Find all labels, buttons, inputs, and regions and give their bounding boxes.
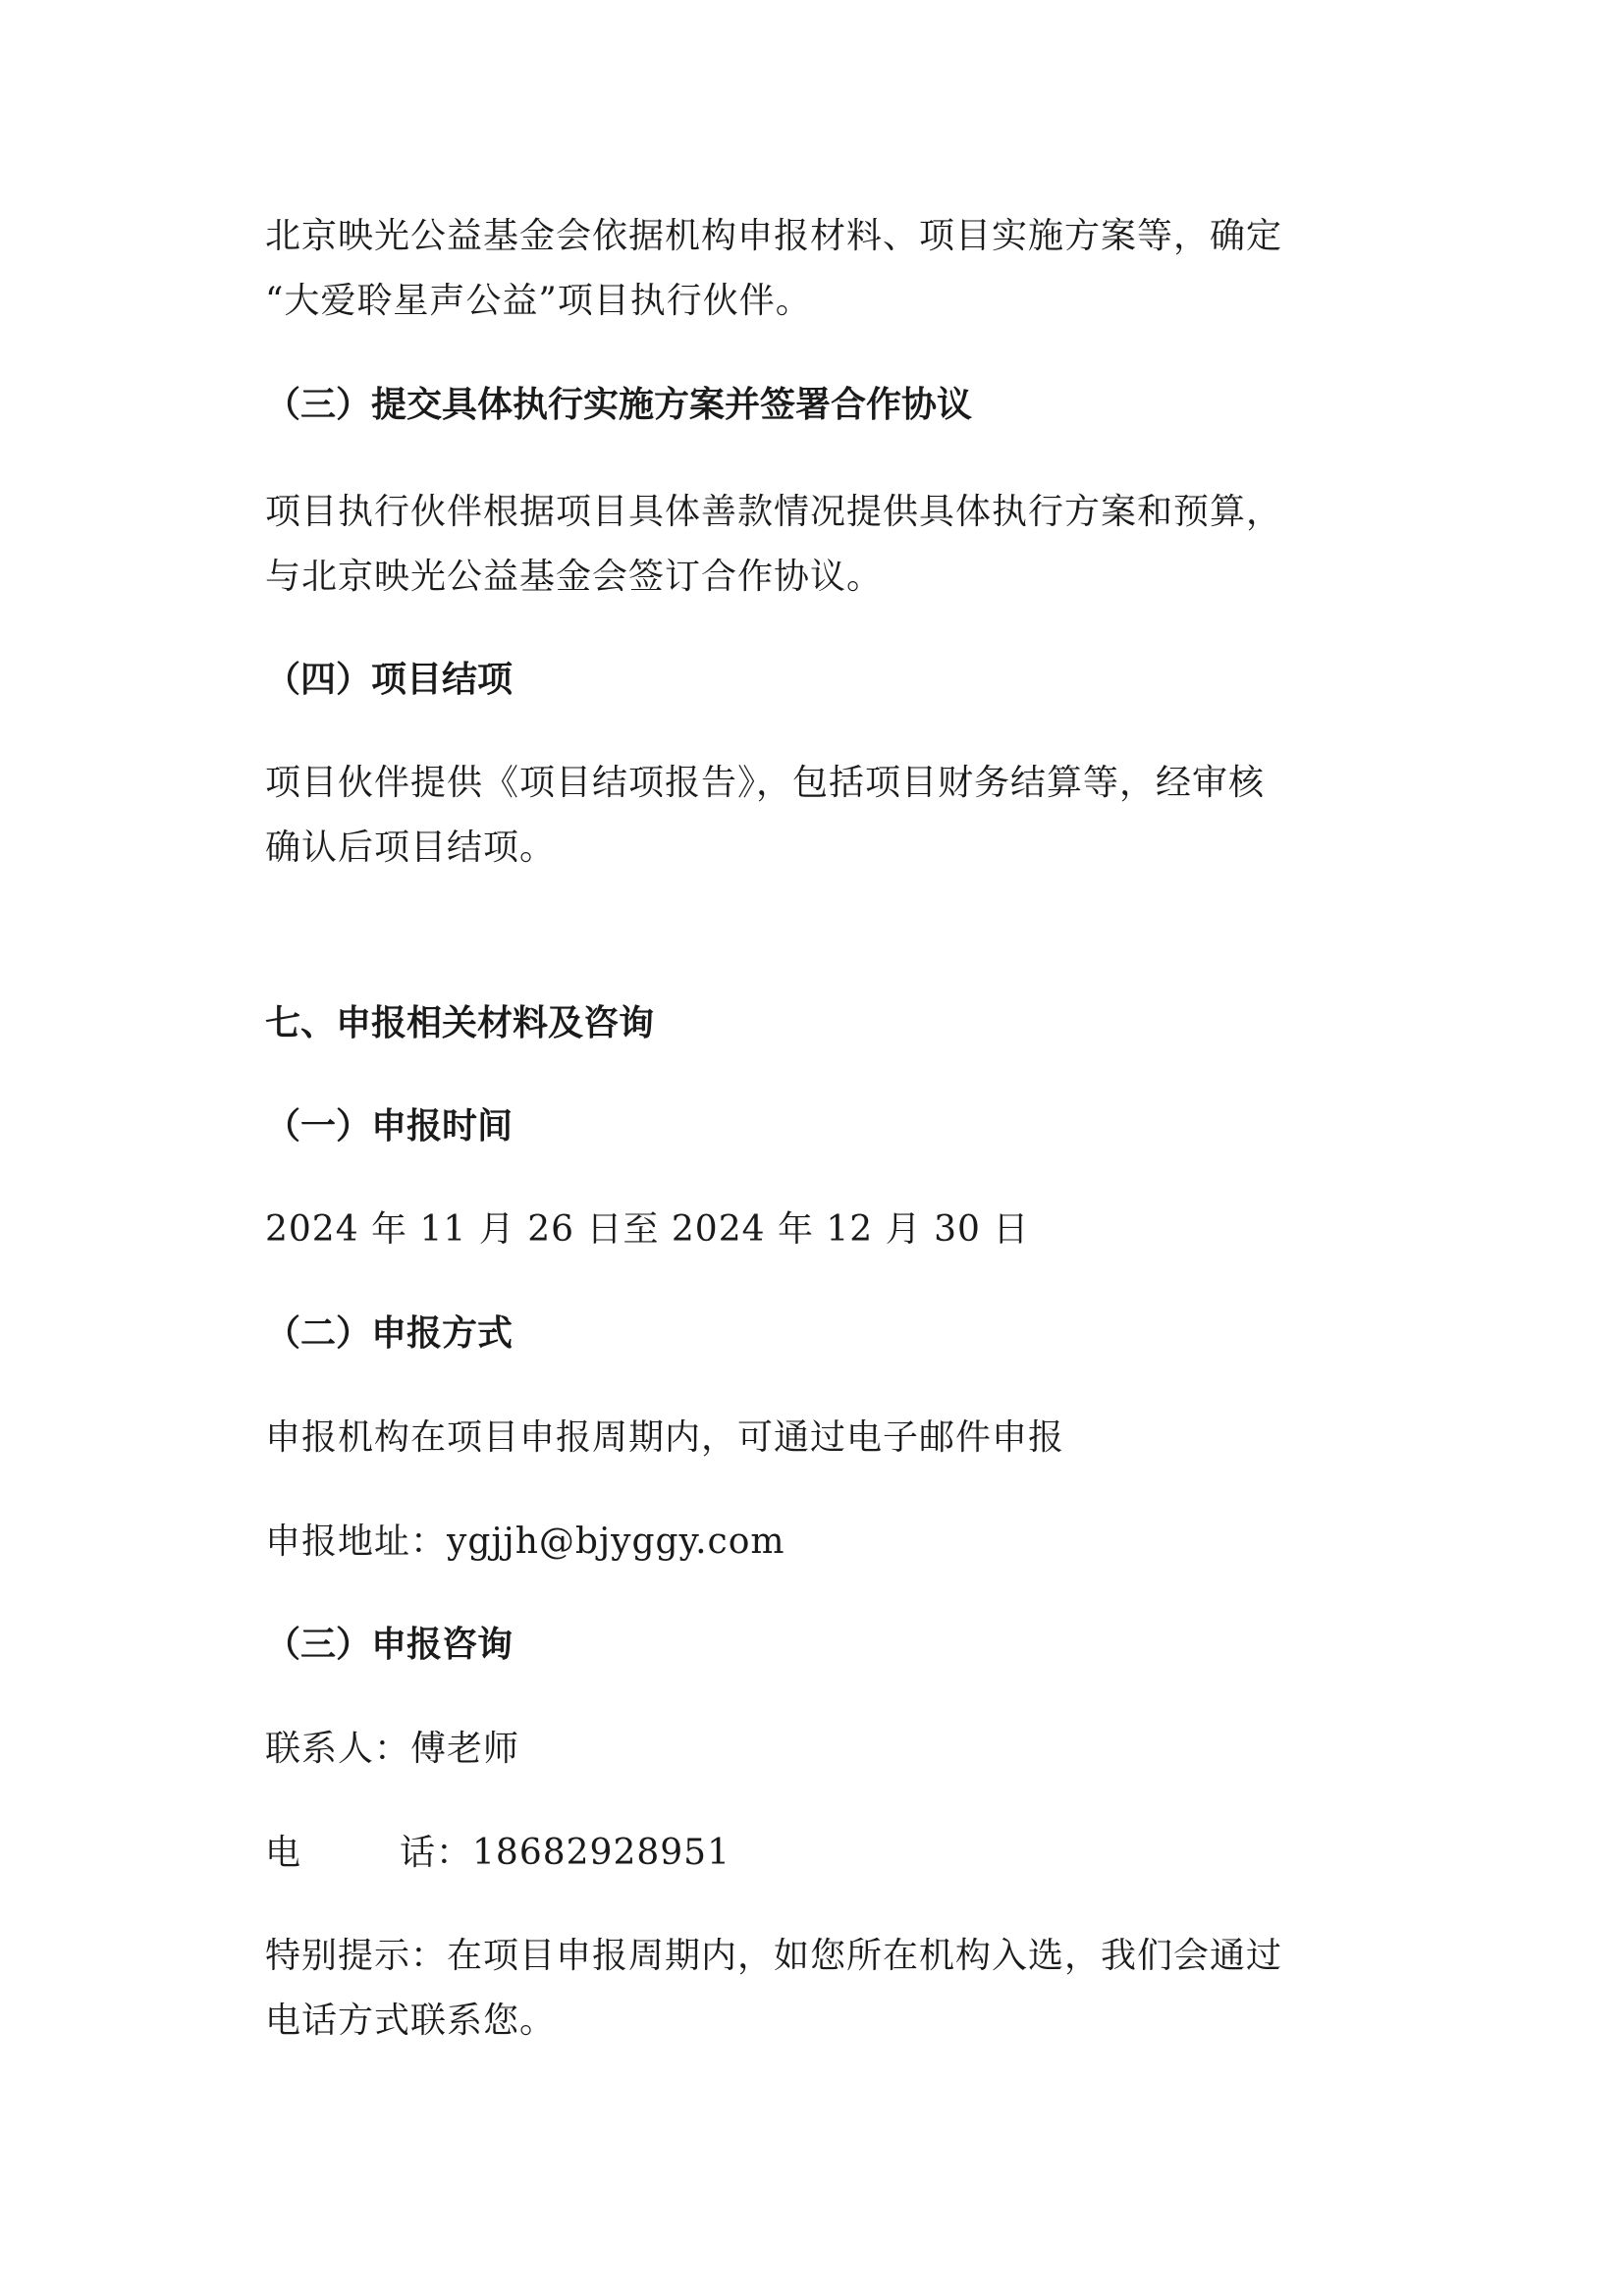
paragraph-line: 确认后项目结项。	[265, 828, 557, 868]
contact-person	[265, 1717, 1375, 1782]
paragraph-line: 北京映光公益基金会依据机构申报材料、项目实施方案等，确定	[265, 216, 1283, 256]
contact-phone	[265, 1821, 1375, 1886]
phone-number: 18682928951	[472, 1833, 731, 1873]
address-label: 申报地址：	[265, 1522, 448, 1562]
paragraph-line: 特别提示：在项目申报周期内，如您所在机构入选，我们会通过	[265, 1936, 1283, 1976]
application-method-text: 申报机构在项目申报周期内，可通过电子邮件申报	[265, 1417, 1065, 1458]
paragraph-line: 与北京映光公益基金会签订合作协议。	[265, 557, 884, 597]
paragraph-line: 电话方式联系您。	[265, 2001, 557, 2041]
paragraph-partner-selection	[265, 204, 1375, 334]
section-title-application: 七、申报相关材料及咨询	[265, 1003, 655, 1043]
paragraph-closure-report	[265, 751, 1375, 881]
paragraph-line: 项目执行伙伴根据项目具体善款情况提供具体执行方案和预算，	[265, 492, 1283, 532]
heading-project-closure: （四）项目结项	[265, 660, 514, 700]
application-address	[265, 1510, 1375, 1575]
contact-label: 联系人：	[265, 1729, 411, 1769]
phone-label-first: 电	[265, 1833, 302, 1873]
address-email-link[interactable]: ygjjh@bjyggy.com	[447, 1522, 785, 1562]
special-notice	[265, 1924, 1375, 2054]
contact-name: 傅老师	[410, 1729, 520, 1769]
heading-application-time: （一）申报时间	[265, 1106, 514, 1147]
heading-application-consult: （三）申报咨询	[265, 1625, 514, 1665]
paragraph-plan-budget	[265, 480, 1375, 610]
paragraph-line: 项目伙伴提供《项目结项报告》，包括项目财务结算等，经审核	[265, 763, 1266, 803]
paragraph-line: “大爱聆星声公益”项目执行伙伴。	[265, 281, 812, 321]
heading-application-method: （二）申报方式	[265, 1313, 514, 1354]
application-time-text: 2024 年 11 月 26 日至 2024 年 12 月 30 日	[265, 1209, 1030, 1250]
heading-submit-plan: （三）提交具体执行实施方案并签署合作协议	[265, 385, 973, 425]
phone-label-second: 话：	[400, 1833, 473, 1873]
